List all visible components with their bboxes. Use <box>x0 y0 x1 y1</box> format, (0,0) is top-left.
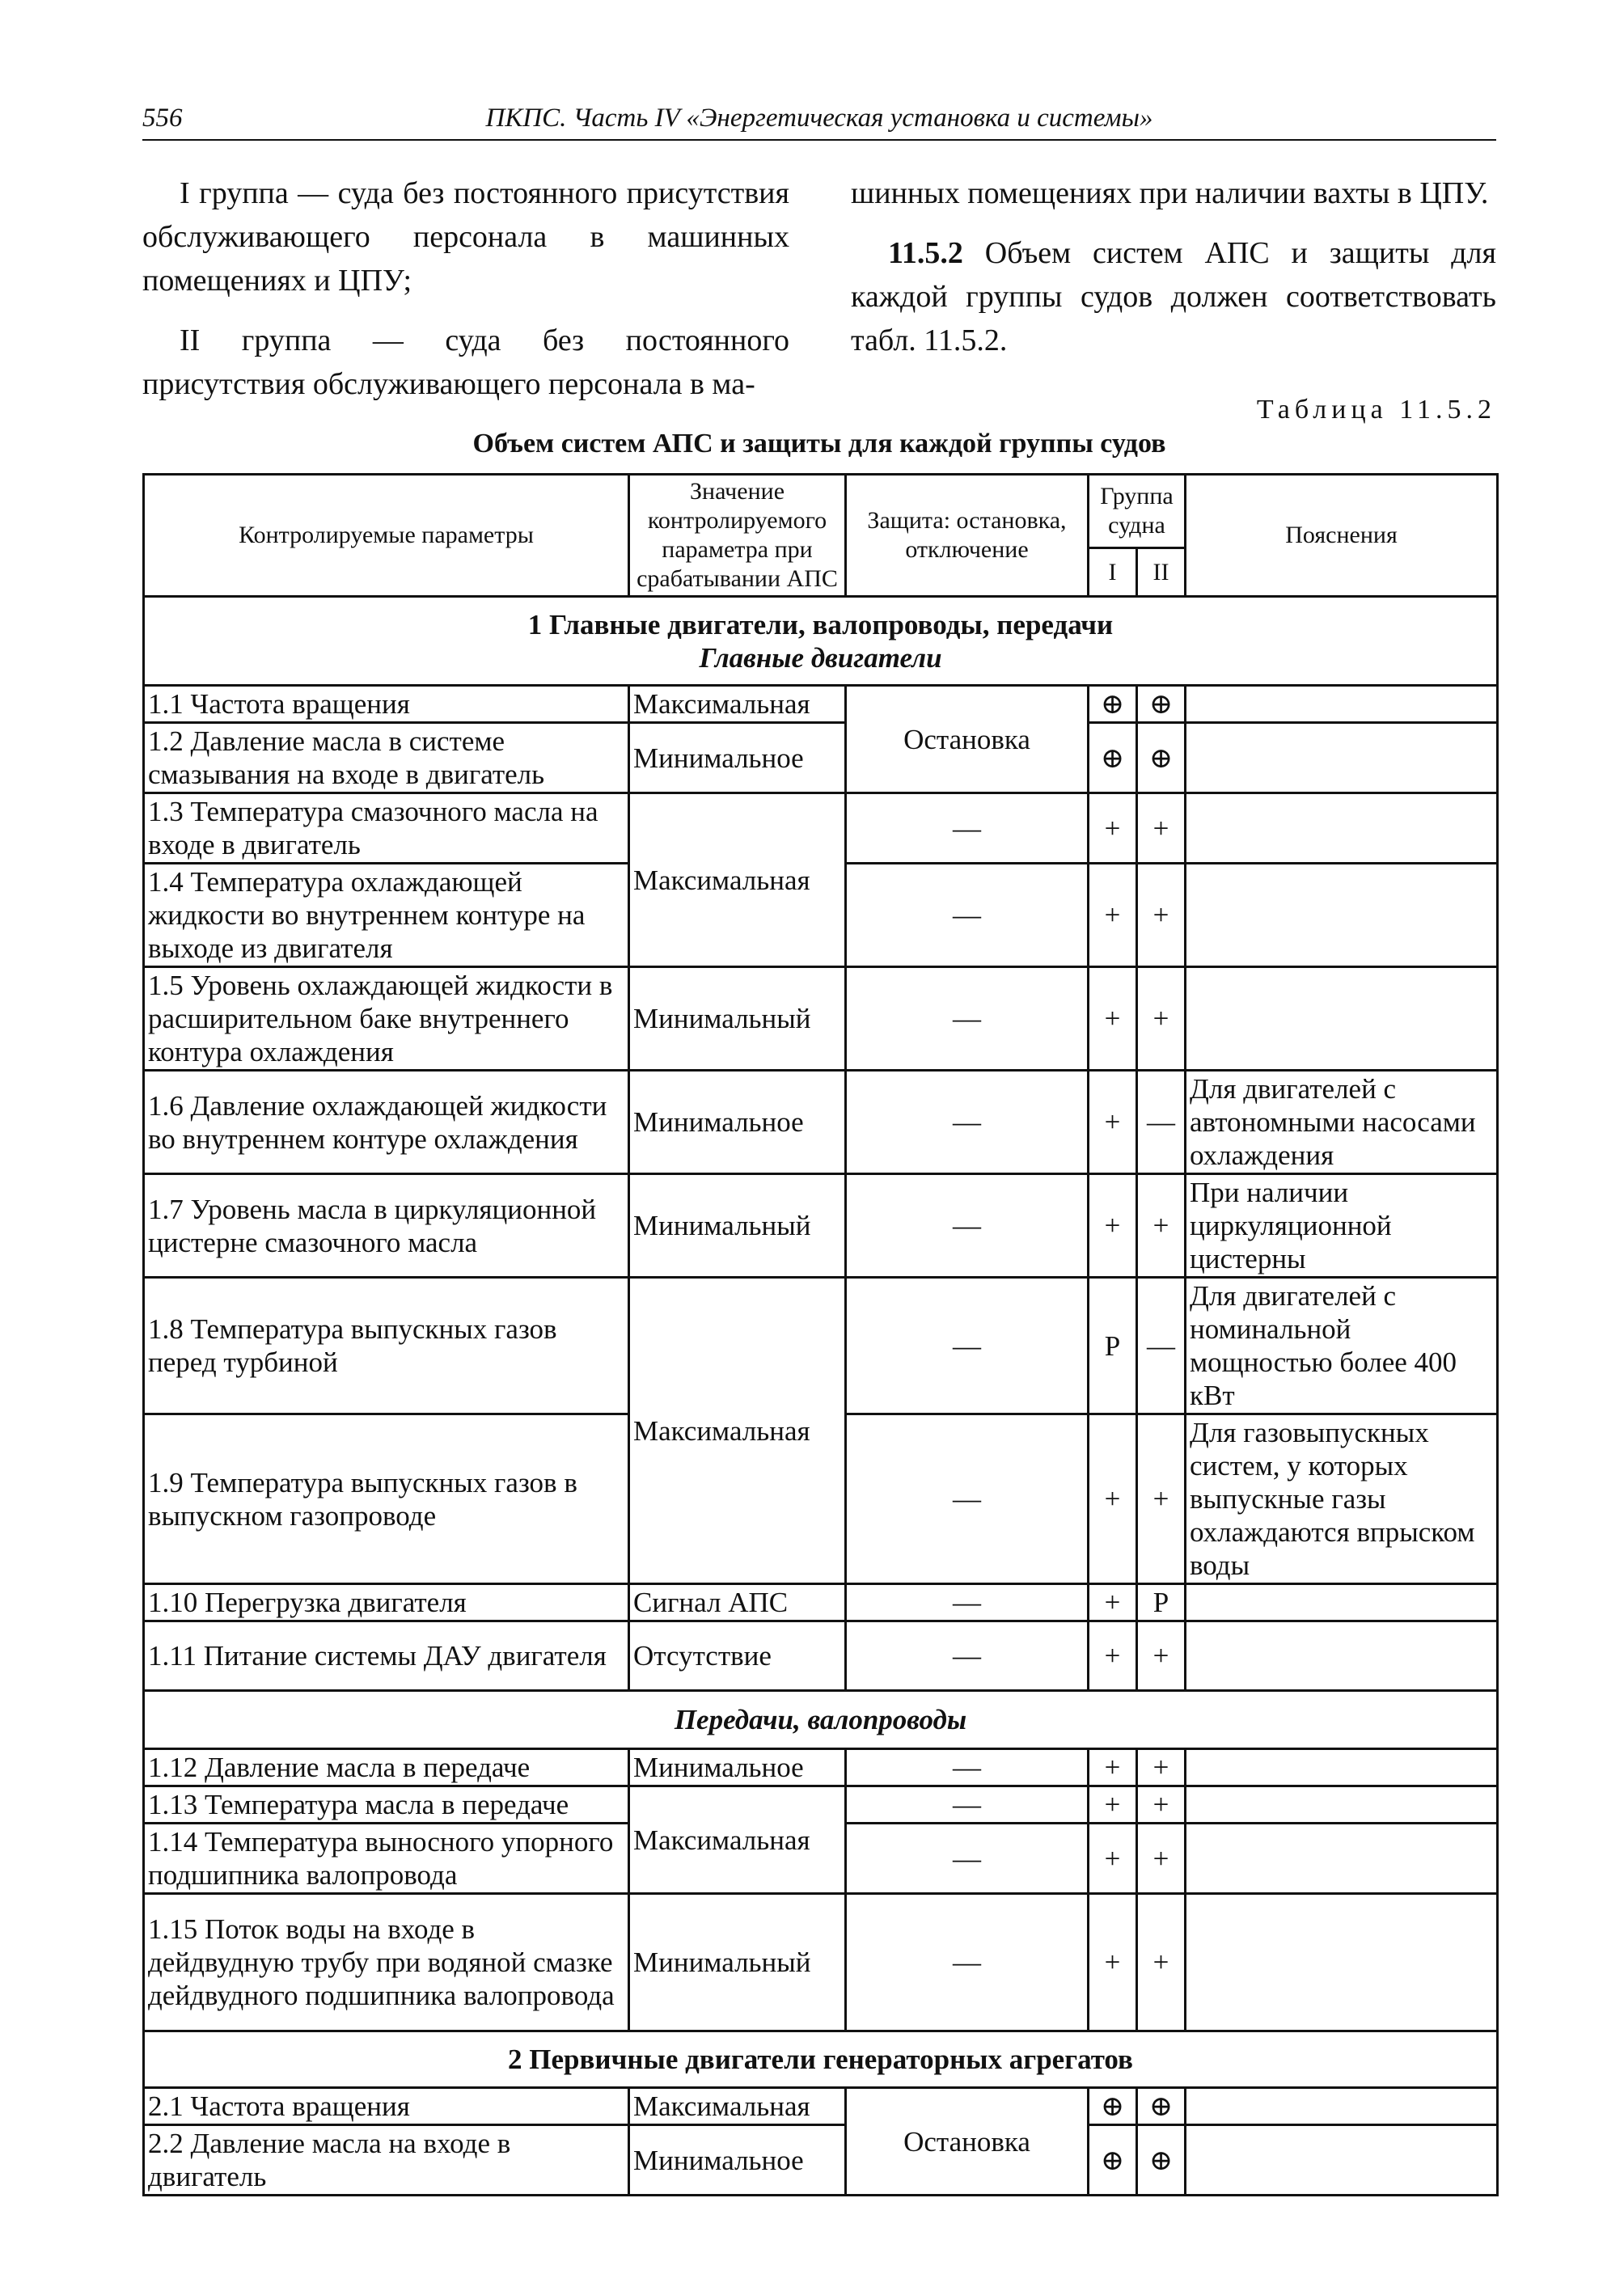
row-protect: Остановка <box>846 2088 1089 2196</box>
row-group-2: + <box>1137 1894 1186 2031</box>
row-param: 1.5 Уровень охлаждающей жидкости в расширительном баке внутреннего контура охлаждения <box>144 967 629 1071</box>
table-row <box>144 793 1498 864</box>
row-group-2: + <box>1137 793 1186 864</box>
row-param: 1.2 Давление масла в системе смазывания на входе в двигатель <box>144 723 629 793</box>
row-group-1: + <box>1089 967 1137 1071</box>
row-protect: — <box>846 1621 1089 1691</box>
row-param: 1.9 Температура выпускных газов в выпускном газопроводе <box>144 1414 629 1584</box>
intro-continuation: шинных помещениях при наличии вахты в ЦПУ. <box>851 176 1489 210</box>
row-protect: — <box>846 1174 1089 1278</box>
row-value: Максимальная <box>629 2088 846 2125</box>
row-param: 1.8 Температура выпускных газов перед турбиной <box>144 1278 629 1414</box>
header-group: Группа судна <box>1089 475 1186 548</box>
row-group-1: ⊕ <box>1089 686 1137 723</box>
section-1-title: 1 Главные двигатели, валопроводы, передачи <box>527 608 1114 640</box>
row-group-1: + <box>1089 1584 1137 1621</box>
table-title: Объем систем АПС и защиты для каждой группы судов <box>472 429 1166 459</box>
row-value: Минимальное <box>629 1071 846 1174</box>
row-group-1: Р <box>1089 1278 1137 1414</box>
table-row <box>144 1584 1498 1621</box>
row-group-1: + <box>1089 1749 1137 1786</box>
row-group-1: + <box>1089 793 1137 864</box>
row-param: 1.7 Уровень масла в циркуляционной цистерне смазочного масла <box>144 1174 629 1278</box>
row-group-2: ⊕ <box>1137 2125 1186 2196</box>
section-2-heading: 2 Первичные двигатели генераторных агрегатов <box>144 2031 1498 2088</box>
row-group-2: — <box>1137 1071 1186 1174</box>
row-value: Минимальный <box>629 967 846 1071</box>
row-value: Максимальная <box>629 1278 846 1584</box>
row-value: Отсутствие <box>629 1621 846 1691</box>
table-row <box>144 1621 1498 1691</box>
row-note <box>1186 686 1498 723</box>
row-param: 1.11 Питание системы ДАУ двигателя <box>144 1621 629 1691</box>
row-protect: — <box>846 1071 1089 1174</box>
row-group-2: ⊕ <box>1137 686 1186 723</box>
section-1-subtitle-2: Передачи, валопроводы <box>144 1691 1498 1749</box>
row-note <box>1186 1824 1498 1894</box>
table-row <box>144 1174 1498 1278</box>
row-value: Минимальное <box>629 2125 846 2196</box>
table-row <box>144 723 1498 793</box>
row-note <box>1186 2088 1498 2125</box>
row-value: Минимальный <box>629 1174 846 1278</box>
row-group-1: ⊕ <box>1089 2088 1137 2125</box>
row-group-2: ⊕ <box>1137 723 1186 793</box>
page-number: 556 <box>142 104 183 133</box>
table-row <box>144 967 1498 1071</box>
header-param: Контролируемые параметры <box>144 475 629 597</box>
row-param: 2.1 Частота вращения <box>144 2088 629 2125</box>
row-note <box>1186 2125 1498 2196</box>
row-protect: — <box>846 1824 1089 1894</box>
row-note <box>1186 1584 1498 1621</box>
row-value: Максимальная <box>629 686 846 723</box>
row-note: Для двигателей с автономными насосами охлаждения <box>1186 1071 1498 1174</box>
row-protect: — <box>846 1786 1089 1824</box>
row-value: Минимальное <box>629 1749 846 1786</box>
row-group-2: — <box>1137 1278 1186 1414</box>
row-param: 1.15 Поток воды на входе в дейдвудную трубу при водяной смазке дейдвудного подшипника валопровода <box>144 1894 629 2031</box>
clause-paragraph <box>851 231 1496 362</box>
intro-left-column <box>142 171 789 422</box>
row-protect: — <box>846 1584 1089 1621</box>
table-row <box>144 2088 1498 2125</box>
page-header <box>142 104 1496 141</box>
table-row <box>144 1894 1498 2031</box>
row-note: Для двигателей с номинальной мощностью более 400 кВт <box>1186 1278 1498 1414</box>
clause-text: Объем систем АПС и защиты для каждой группы судов должен соответствовать табл. 11.5.2. <box>851 236 1496 357</box>
requirements-table <box>142 473 1499 2196</box>
clause-number: 11.5.2 <box>888 236 963 270</box>
row-note <box>1186 1894 1498 2031</box>
row-protect: — <box>846 1278 1089 1414</box>
row-value: Сигнал АПС <box>629 1584 846 1621</box>
row-note <box>1186 1786 1498 1824</box>
row-value: Минимальное <box>629 723 846 793</box>
row-group-2: + <box>1137 1786 1186 1824</box>
table-row <box>144 1749 1498 1786</box>
header-protect: Защита: остановка, отключение <box>846 475 1089 597</box>
row-group-2: + <box>1137 1749 1186 1786</box>
row-group-1: + <box>1089 1174 1137 1278</box>
intro-right-column <box>851 171 1496 378</box>
row-protect: — <box>846 1894 1089 2031</box>
row-param: 1.4 Температура охлаждающей жидкости во внутреннем контуре на выходе из двигателя <box>144 864 629 967</box>
header-group-2: II <box>1137 548 1186 597</box>
row-note: При наличии циркуляционной цистерны <box>1186 1174 1498 1278</box>
header-value: Значение контролируемого параметра при срабатывании АПС <box>629 475 846 597</box>
row-group-2: ⊕ <box>1137 2088 1186 2125</box>
running-title: ПКПС. Часть IV «Энергетическая установка и системы» <box>485 104 1153 133</box>
row-group-1: + <box>1089 1786 1137 1824</box>
row-group-1: ⊕ <box>1089 723 1137 793</box>
row-note <box>1186 1621 1498 1691</box>
row-note <box>1186 864 1498 967</box>
table-row <box>144 686 1498 723</box>
intro-paragraph-group-1: I группа — суда без постоянного присутствия обслуживающего персонала в машинных помещениях и ЦПУ; <box>142 176 789 298</box>
row-value: Минимальный <box>629 1894 846 2031</box>
row-param: 1.6 Давление охлаждающей жидкости во внутреннем контуре охлаждения <box>144 1071 629 1174</box>
row-note <box>1186 723 1498 793</box>
row-protect: Остановка <box>846 686 1089 793</box>
row-group-2: Р <box>1137 1584 1186 1621</box>
row-group-1: + <box>1089 1414 1137 1584</box>
table-row <box>144 1786 1498 1824</box>
row-value: Максимальная <box>629 793 846 967</box>
table-label: Таблица 11.5.2 <box>1256 395 1496 425</box>
header-note: Пояснения <box>1186 475 1498 597</box>
row-note <box>1186 793 1498 864</box>
row-param: 1.12 Давление масла в передаче <box>144 1749 629 1786</box>
row-group-2: + <box>1137 1824 1186 1894</box>
row-group-1: + <box>1089 1621 1137 1691</box>
row-value: Максимальная <box>629 1786 846 1894</box>
header-group-1: I <box>1089 548 1137 597</box>
row-group-1: ⊕ <box>1089 2125 1137 2196</box>
row-protect: — <box>846 793 1089 864</box>
row-note <box>1186 1749 1498 1786</box>
section-1-heading <box>144 597 1498 686</box>
row-group-1: + <box>1089 864 1137 967</box>
row-note: Для газовыпускных систем, у которых выпускные газы охлаждаются впрыском воды <box>1186 1414 1498 1584</box>
row-note <box>1186 967 1498 1071</box>
row-group-1: + <box>1089 1071 1137 1174</box>
row-param: 1.3 Температура смазочного масла на входе в двигатель <box>144 793 629 864</box>
row-group-1: + <box>1089 1894 1137 2031</box>
row-protect: — <box>846 1414 1089 1584</box>
row-param: 2.2 Давление масла на входе в двигатель <box>144 2125 629 2196</box>
row-param: 1.14 Температура выносного упорного подшипника валопровода <box>144 1824 629 1894</box>
table-row <box>144 1071 1498 1174</box>
row-group-1: + <box>1089 1824 1137 1894</box>
row-param: 1.10 Перегрузка двигателя <box>144 1584 629 1621</box>
table-row <box>144 2125 1498 2196</box>
row-param: 1.1 Частота вращения <box>144 686 629 723</box>
row-group-2: + <box>1137 1174 1186 1278</box>
row-protect: — <box>846 1749 1089 1786</box>
row-group-2: + <box>1137 864 1186 967</box>
row-group-2: + <box>1137 967 1186 1071</box>
section-1-subtitle: Главные двигатели <box>699 641 942 674</box>
intro-paragraph-group-2: II группа — суда без постоянного присутствия обслуживающего персонала в ма- <box>142 323 789 401</box>
row-param: 1.13 Температура масла в передаче <box>144 1786 629 1824</box>
row-group-2: + <box>1137 1414 1186 1584</box>
row-protect: — <box>846 864 1089 967</box>
row-group-2: + <box>1137 1621 1186 1691</box>
table-row <box>144 1278 1498 1414</box>
row-protect: — <box>846 967 1089 1071</box>
